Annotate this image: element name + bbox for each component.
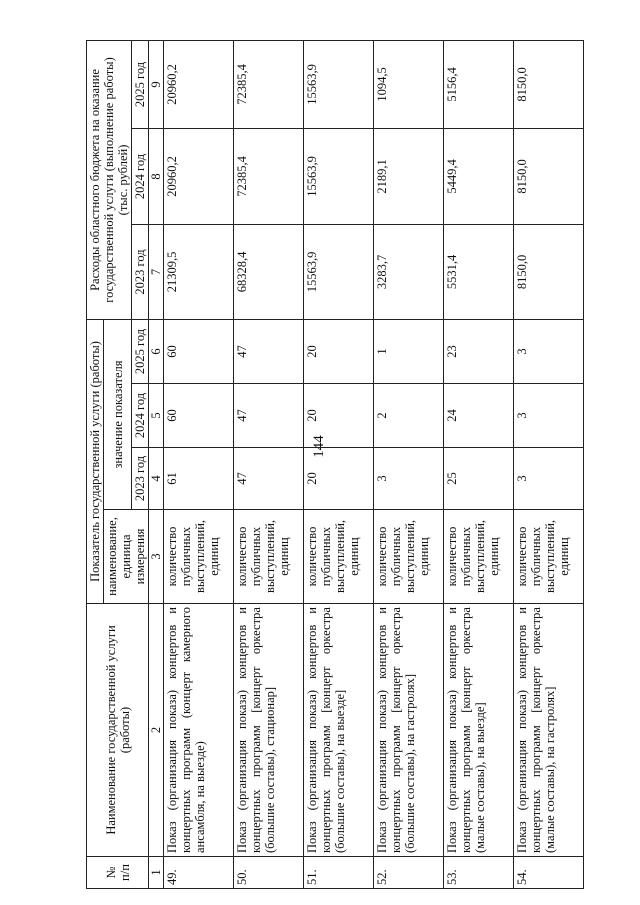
service-name: Показ (организация показа) концертов и концертных программ [концерт оркестра (большие составы), на выезде] <box>304 604 374 857</box>
expense-2024: 15563,9 <box>304 128 374 224</box>
header-expense-group: Расходы областного бюджета на оказание государственной услуги (выполнение работы) (тыс. рублей) <box>87 40 132 319</box>
expense-2025: 1094,5 <box>374 40 444 128</box>
expense-2024: 72385,4 <box>234 128 304 224</box>
expense-2023: 15563,9 <box>304 224 374 319</box>
expense-2024: 20960,2 <box>164 128 234 224</box>
value-2024: 47 <box>234 384 304 448</box>
row-number: 50. <box>234 857 304 889</box>
row-number: 49. <box>164 857 234 889</box>
col-number: 5 <box>149 384 164 448</box>
service-name: Показ (организация показа) концертов и концертных программ [концерт оркестра (большие составы), стационар] <box>234 604 304 857</box>
expense-2023: 3283,7 <box>374 224 444 319</box>
col-number: 2 <box>149 604 164 857</box>
header-year-2024: 2024 год <box>132 384 149 448</box>
header-indicator-value: значение показателя <box>104 319 132 509</box>
value-2023: 47 <box>234 448 304 510</box>
rotated-page <box>86 41 570 889</box>
header-year-2023: 2023 год <box>132 448 149 510</box>
header-expense-2024: 2024 год <box>132 128 149 224</box>
row-number: 52. <box>374 857 444 889</box>
value-2023: 3 <box>514 448 584 510</box>
col-number: 3 <box>149 510 164 604</box>
value-2024: 20 <box>304 384 374 448</box>
table-row <box>444 40 514 888</box>
value-2023: 20 <box>304 448 374 510</box>
col-number: 6 <box>149 319 164 383</box>
value-2025: 20 <box>304 319 374 383</box>
service-name: Показ (организация показа) концертов и концертных программ [концерт оркестра (большие составы), на гастролях] <box>374 604 444 857</box>
budget-table <box>86 40 584 889</box>
table-row <box>374 40 444 888</box>
row-number: 53. <box>444 857 514 889</box>
value-2024: 60 <box>164 384 234 448</box>
service-name: Показ (организация показа) концертов и концертных программ [концерт оркестра (малые составы), на гастролях] <box>514 604 584 857</box>
value-2023: 3 <box>374 448 444 510</box>
expense-2025: 15563,9 <box>304 40 374 128</box>
value-2024: 2 <box>374 384 444 448</box>
expense-2024: 8150,0 <box>514 128 584 224</box>
expense-2025: 8150,0 <box>514 40 584 128</box>
value-2024: 3 <box>514 384 584 448</box>
expense-2024: 2189,1 <box>374 128 444 224</box>
header-expense-2025: 2025 год <box>132 40 149 128</box>
col-number: 4 <box>149 448 164 510</box>
unit-cell: количество публичных выступлений, единиц <box>444 510 514 604</box>
unit-cell: количество публичных выступлений, единиц <box>514 510 584 604</box>
header-year-2025: 2025 год <box>132 319 149 383</box>
table-row <box>514 40 584 888</box>
value-2024: 24 <box>444 384 514 448</box>
col-number: 7 <box>149 224 164 319</box>
header-expense-2023: 2023 год <box>132 224 149 319</box>
header-unit: наименование, единица измерения <box>104 510 149 604</box>
header-indicator-group: Показатель государственной услуги (работы) <box>87 319 104 603</box>
unit-cell: количество публичных выступлений, единиц <box>234 510 304 604</box>
value-2025: 23 <box>444 319 514 383</box>
page-number: 144 <box>310 435 327 458</box>
unit-cell: количество публичных выступлений, единиц <box>304 510 374 604</box>
value-2023: 25 <box>444 448 514 510</box>
service-name: Показ (организация показа) концертов и концертных программ [концерт оркестра (малые составы), на выезде] <box>444 604 514 857</box>
value-2025: 60 <box>164 319 234 383</box>
row-number: 54. <box>514 857 584 889</box>
col-number: 8 <box>149 128 164 224</box>
expense-2025: 20960,2 <box>164 40 234 128</box>
col-number: 9 <box>149 40 164 128</box>
header-service-name: Наименование государственной услуги (работы) <box>87 604 149 857</box>
value-2025: 47 <box>234 319 304 383</box>
expense-2024: 5449,4 <box>444 128 514 224</box>
column-number-row <box>149 40 164 888</box>
col-number: 1 <box>149 857 164 889</box>
unit-cell: количество публичных выступлений, единиц <box>164 510 234 604</box>
expense-2023: 21309,5 <box>164 224 234 319</box>
expense-2025: 72385,4 <box>234 40 304 128</box>
row-number: 51. <box>304 857 374 889</box>
table-row <box>234 40 304 888</box>
expense-2023: 68328,4 <box>234 224 304 319</box>
table-row <box>164 40 234 888</box>
header-no: № п/п <box>87 857 149 889</box>
value-2025: 1 <box>374 319 444 383</box>
expense-2023: 5531,4 <box>444 224 514 319</box>
service-name: Показ (организация показа) концертов и концертных программ (концерт камерного ансамбля, на выезде) <box>164 604 234 857</box>
value-2023: 61 <box>164 448 234 510</box>
unit-cell: количество публичных выступлений, единиц <box>374 510 444 604</box>
value-2025: 3 <box>514 319 584 383</box>
expense-2023: 8150,0 <box>514 224 584 319</box>
table-row <box>304 40 374 888</box>
expense-2025: 5156,4 <box>444 40 514 128</box>
